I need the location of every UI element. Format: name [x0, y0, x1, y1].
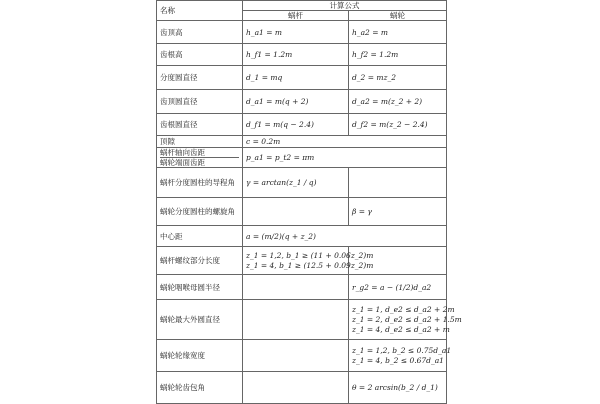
wheel-formula: h_f2 = 1.2m	[349, 44, 447, 66]
shared-formula: a = (m/2)(q + z_2)	[243, 226, 447, 247]
table-row	[157, 168, 447, 198]
row-name: 顶隙	[157, 136, 243, 148]
table-row	[157, 136, 447, 148]
wheel-formula	[349, 168, 447, 198]
worm-formula: d_f1 = m(q − 2.4)	[243, 114, 349, 136]
name-header: 名称	[157, 1, 243, 21]
row-name: 蜗杆螺纹部分长度	[157, 247, 243, 275]
formula-header: 计算公式	[243, 1, 447, 11]
wheel-formula: h_a2 = m	[349, 21, 447, 44]
table-row	[157, 44, 447, 66]
formula-line: z_1 = 4, d_e2 ≤ d_a2 + m	[352, 324, 450, 334]
table-row	[157, 66, 447, 90]
formula-sheet	[156, 0, 462, 400]
wheel-formula	[349, 300, 462, 340]
row-name: 齿顶高	[157, 21, 243, 44]
worm-formula	[243, 247, 374, 275]
table-row	[157, 247, 447, 275]
shared-formula: p_a1 = p_t2 = πm	[243, 148, 447, 168]
shared-formula: c = 0.2m	[243, 136, 447, 148]
table-row	[157, 198, 447, 226]
row-name: 齿根高	[157, 44, 243, 66]
row-name-line: 蜗轮端面齿距	[160, 157, 239, 167]
row-name: 蜗轮轮齿包角	[157, 372, 243, 404]
wheel-formula: d_f2 = m(z_2 − 2.4)	[349, 114, 447, 136]
worm-header: 蜗杆	[243, 11, 349, 21]
row-name: 蜗轮分度圆柱的螺旋角	[157, 198, 243, 226]
row-name	[157, 148, 243, 168]
table-row	[157, 275, 447, 300]
worm-formula	[243, 340, 349, 372]
formula-line: z_1 = 2, d_e2 ≤ d_a2 + 1.5m	[352, 314, 462, 324]
worm-formula: d_1 = mq	[243, 66, 349, 90]
table-row	[157, 372, 447, 404]
worm-formula: h_a1 = m	[243, 21, 349, 44]
wheel-formula: d_2 = mz_2	[349, 66, 447, 90]
formula-line: z_1 = 4, b_2 ≤ 0.67d_a1	[352, 355, 444, 365]
worm-formula	[243, 300, 349, 340]
table-row	[157, 340, 447, 372]
table-row	[157, 300, 447, 340]
worm-formula: h_f1 = 1.2m	[243, 44, 349, 66]
table-row	[157, 114, 447, 136]
table-row	[157, 148, 447, 168]
row-name: 蜗杆分度圆柱的导程角	[157, 168, 243, 198]
wheel-header: 蜗轮	[349, 11, 447, 21]
worm-gear-formula-table	[156, 0, 462, 404]
row-name: 齿根圆直径	[157, 114, 243, 136]
formula-line: z_1 = 1,2, b_2 ≤ 0.75d_a1	[352, 345, 452, 355]
formula-line: z_1 = 1, d_e2 ≤ d_a2 + 2m	[352, 304, 455, 314]
row-name: 蜗轮咽喉母圆半径	[157, 275, 243, 300]
row-name: 分度圆直径	[157, 66, 243, 90]
formula-line: z_1 = 1,2, b_1 ≥ (11 + 0.06z_2)m	[246, 250, 374, 260]
header-row	[157, 1, 447, 11]
wheel-formula	[349, 340, 452, 372]
worm-formula: γ = arctan(z_1 / q)	[243, 168, 349, 198]
wheel-formula: β = γ	[349, 198, 447, 226]
row-name: 蜗轮最大外圆直径	[157, 300, 243, 340]
row-name: 蜗轮轮缘宽度	[157, 340, 243, 372]
row-name-line: 蜗杆轴向齿距	[160, 148, 205, 157]
wheel-formula: d_a2 = m(z_2 + 2)	[349, 90, 447, 114]
worm-formula: d_a1 = m(q + 2)	[243, 90, 349, 114]
table-row	[157, 21, 447, 44]
table-row	[157, 226, 447, 247]
formula-line: z_1 = 4, b_1 ≥ (12.5 + 0.09z_2)m	[246, 260, 374, 270]
row-name: 中心距	[157, 226, 243, 247]
row-name: 齿顶圆直径	[157, 90, 243, 114]
table-row	[157, 90, 447, 114]
worm-formula	[243, 198, 349, 226]
worm-formula	[243, 275, 349, 300]
wheel-formula: r_g2 = a − (1/2)d_a2	[349, 275, 447, 300]
wheel-formula: θ = 2 arcsin(b_2 / d_1)	[349, 372, 447, 404]
worm-formula	[243, 372, 349, 404]
